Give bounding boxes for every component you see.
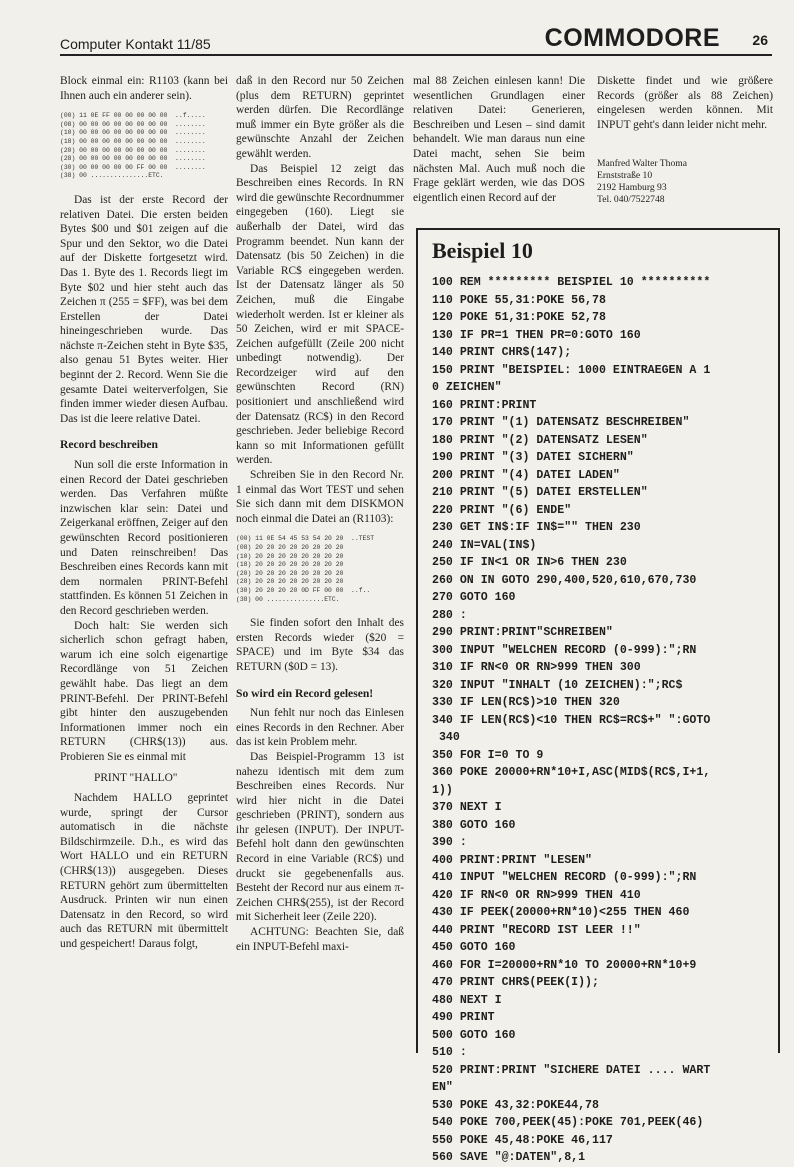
paragraph: ACHTUNG: Beachten Sie, daß ein INPUT-Befehl maxi- (236, 926, 404, 953)
text-column-2 (236, 74, 404, 954)
paragraph: Schreiben Sie in den Record Nr. 1 einmal das Wort TEST und sehen Sie sich dann mit dem DISKMON noch einmal die Datei an (R1103): (236, 469, 404, 525)
paragraph: Das Beispiel 12 zeigt das Beschreiben eines Records. In RN wird die gewünschte Recordnummer eingegeben (160). Liegt sie außerhalb der Datei, wird das Programm beendet. Nun kann der Datensatz (bis 50 Zeichen) in die Variable RC$ eingegeben werden. Ist der Datensatz länger als 50 Zeichen, muß die Eingabe wiederholt werden. Ist er kleiner als 50 Zeichen, wird er mit SPACE-Zeichen aufgefüllt (Zeile 200 nicht unbedingt notwendig). Der Recordzeiger wird auf den gewünschten Record (RN) positioniert und anschließend wird der Datensatz (RC$) in den Record geschrieben. Jeder beliebige Record kann so mit Informationen gefüllt werden. (236, 162, 404, 467)
text-column-4 (597, 74, 773, 206)
text-column-1 (60, 74, 228, 952)
subheading-record-lesen: So wird ein Record gelesen! (236, 686, 374, 700)
author-phone: Tel. 040/7522748 (597, 194, 665, 206)
code-inline: PRINT "HALLO" (94, 771, 178, 784)
magazine-issue: Computer Kontakt 11/85 (60, 36, 211, 52)
paragraph: Das ist der erste Record der relativen Datei. Die ersten beiden Bytes $00 und $01 zeigen auf die Spur und den Sektor, wo die Datei auf der Diskette fortgesetzt wird. Das 1. Byte des 1. Records liegt im Byte $02 und hier steht auch das Zeichen π (255 = $FF), was bei dem Erstellen der Datei hineingeschrieben wurde. Das nächste π-Zeichen steht in Byte $35, also genau 51 Bytes weiter. Hier beginnt der 2. Record. Wenn Sie die gesamte Datei weiterverfolgen, Sie finden immer wieder diesen Aufbau. Das ist die leere relative Datei. (60, 193, 228, 425)
paragraph: daß in den Record nur 50 Zeichen (plus dem RETURN) geprintet werden dürfen. Die Recordlänge muß immer ein Byte größer als die gewünschte Anzahl der Zeichen gewählt werden. (236, 75, 404, 160)
text-column-3 (413, 74, 585, 205)
section-title: COMMODORE (544, 24, 720, 52)
paragraph: Diskette findet und wie größere Records (größer als 88 Zeichen) eingelesen werden können. Mit INPUT geht's dann leider nicht mehr. (597, 75, 773, 131)
basic-code-listing: 100 REM ********* BEISPIEL 10 ********** 110 POKE 55,31:POKE 56,78 120 POKE 51,31:POKE 52,78 130 IF PR=1 THEN PR=0:GOTO 160 140 PRINT CHR$(147); 150 PRINT "BEISPIEL: 1000 EINTRAEGEN A 1 0 ZEICHEN" 160 PRINT:PRINT 170 PRINT "(1) DATENSATZ BESCHREIBEN" 180 PRINT "(2) DATENSATZ LESEN" 190 PRINT "(3) DATEI SICHERN" 200 PRINT "(4) DATEI LADEN" 210 PRINT "(5) DATEI ERSTELLEN" 220 PRINT "(6) ENDE" 230 GET IN$:IF IN$="" THEN 230 240 IN=VAL(IN$) 250 IF IN<1 OR IN>6 THEN 230 260 ON IN GOTO 290,400,520,610,670,730 270 GOTO 160 280 : 290 PRINT:PRINT"SCHREIBEN" 300 INPUT "WELCHEN RECORD (0-999):";RN 310 IF RN<0 OR RN>999 THEN 300 320 INPUT "INHALT (10 ZEICHEN):";RC$ 330 IF LEN(RC$)>10 THEN 320 340 IF LEN(RC$)<10 THEN RC$=RC$+" ":GOTO 340 350 FOR I=0 TO 9 360 POKE 20000+RN*10+I,ASC(MID$(RC$,I+1, 1)) 370 NEXT I 380 GOTO 160 390 : 400 PRINT:PRINT "LESEN" 410 INPUT "WELCHEN RECORD (0-999):";RN 420 IF RN<0 OR RN>999 THEN 410 430 IF PEEK(20000+RN*10)<255 THEN 460 440 PRINT "RECORD IST LEER !!" 450 GOTO 160 460 FOR I=20000+RN*10 TO 20000+RN*10+9 470 PRINT CHR$(PEEK(I)); 480 NEXT I 490 PRINT 500 GOTO 160 510 : 520 PRINT:PRINT "SICHERE DATEI .... WART EN" 530 POKE 43,32:POKE44,78 540 POKE 700,PEEK(45):POKE 701,PEEK(46) 550 POKE 45,48:POKE 46,117 560 SAVE "@:DATEN",8,1 (432, 276, 711, 1164)
paragraph: mal 88 Zeichen einlesen kann! Die wesentlichen Grundlagen einer relativen Datei: Generieren, Beschreiben und Lesen – sind damit behandelt. Wie man daraus nun eine Datei macht, sehen Sie beim nächsten Mal. Auch muß noch die Frage geklärt werden, wie das DOS eigentlich einen Record auf der (413, 75, 585, 204)
author-name: Manfred Walter Thoma (597, 158, 687, 170)
hex-dump-empty-record: (00) 11 0E FF 00 00 00 00 00 ..f..... (08) 00 00 00 00 00 00 00 00 ........ (10) 00 00 00 00 00 00 00 00 ........ (18) 00 00 00 00 00 00 00 00 ........ (20) 00 00 00 00 00 00 00 00 ........ (28) 00 00 00 00 00 00 00 00 ........ (30) 00 00 00 00 00 FF 00 00 ........ (38) 00 ...............ETC. (60, 112, 206, 180)
paragraph: Block einmal ein: R1103 (kann bei Ihnen auch ein anderer sein). (60, 75, 228, 102)
subheading-record-beschreiben: Record beschreiben (60, 438, 158, 452)
paragraph: Sie finden sofort den Inhalt des ersten Records wieder ($20 = SPACE) und im Byte $34 das RETURN ($0D = 13). (236, 617, 404, 673)
paragraph: Nachdem HALLO geprintet wurde, springt der Cursor automatisch in die nächste Bildschirmzeile. D.h., es wird das Wort HALLO und ein RETURN (CHR$(13)) ausgegeben. Dieses RETURN gehört zum übermittelten Ausdruck. Printen wir nun einen Datensatz in den Record, so wird auch das RETURN mit übermittelt und gespeichert! Daraus folgt, (60, 792, 228, 951)
paragraph: Doch halt: Sie werden sich sicherlich schon gefragt haben, warum ich eine solch eigenartige Recordlänge von 51 Zeichen gewählt habe. Das liegt an dem PRINT-Befehl. Der PRINT-Befehl gibt hinter den auszugebenden Informationen immer noch ein RETURN (CHR$(13)) aus. Probieren Sie es einmal mit (60, 619, 228, 763)
author-street: Ernststraße 10 (597, 170, 653, 182)
page-header (60, 22, 772, 56)
paragraph: Nun fehlt nur noch das Einlesen eines Records in den Rechner. Aber das ist kein Problem mehr. (236, 707, 404, 749)
author-credit (597, 158, 773, 206)
paragraph: Das Beispiel-Programm 13 ist nahezu identisch mit dem zum Beschreiben eines Records. Nur wird hier nicht in die Datei geschrieben (PRINT), sondern aus ihr gelesen (INPUT). Der INPUT-Befehl holt dann den gewünschten Record in eine Variable (RC$) und druckt sie gegebenenfalls aus. Besteht der Record nur aus einem π-Zeichen CHR$(255), ist der Record mit Sicherheit leer (Zeile 220). (236, 750, 404, 924)
author-city: 2192 Hamburg 93 (597, 182, 667, 194)
paragraph: Nun soll die erste Information in einen Record der Datei geschrieben werden. Das Verfahren müßte inzwischen klar sein: Datei und Zeigerkanal eröffnen, Zeiger auf den gewünschten Record positionieren und Daten reinschreiben! Das Beschreiben eines Records kann mit dem normalen PRINT-Befehl stattfinden. Es können 51 Zeichen in den Record geschrieben werden. (60, 459, 228, 617)
listing-title: Beispiel 10 (432, 238, 533, 263)
program-listing-box (416, 228, 780, 1164)
hex-dump-test-record: (00) 11 0E 54 45 53 54 20 20 ..TEST (08) 20 20 20 20 20 20 20 20 (10) 20 20 20 20 20 20 20 20 (18) 20 20 20 20 20 20 20 20 (20) 20 20 20 20 20 20 20 20 (28) 20 20 20 20 20 20 20 20 (30) 20 20 20 20 0D FF 00 00 ..f.. (38) 00 ...............ETC. (236, 535, 375, 603)
page-number: 26 (752, 32, 768, 48)
